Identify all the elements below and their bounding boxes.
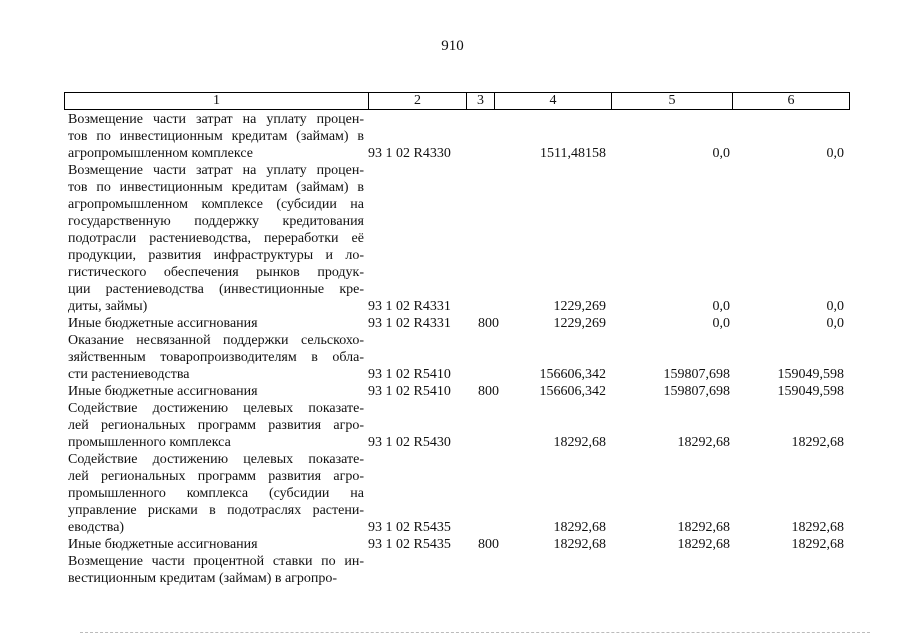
row-description (68, 332, 364, 383)
description-line: тов по инвестиционным кредитам (займам) в (68, 129, 364, 144)
header-col-6: 6 (787, 93, 795, 108)
row-description (68, 451, 364, 536)
row-expense-type: 800 (478, 384, 499, 399)
description-line: Возмещение части затрат на уплату процен- (68, 112, 364, 127)
row-values (364, 315, 844, 332)
row-description (68, 553, 364, 587)
row-code: 93 1 02 R5435 (368, 537, 451, 552)
row-code: 93 1 02 R4330 (368, 146, 451, 161)
description-line: управление рисками в подотраслях растени- (68, 503, 364, 518)
description-line: лей региональных программ развития агро- (68, 469, 364, 484)
row-value-col4: 18292,68 (553, 520, 606, 535)
row-value-col5: 159807,698 (663, 367, 730, 382)
row-value-col5: 18292,68 (677, 520, 730, 535)
row-value-col6: 0,0 (826, 316, 844, 331)
description-line: тов по инвестиционным кредитам (займам) в (68, 180, 364, 195)
table-row (68, 400, 848, 451)
description-line: Оказание несвязанной поддержки сельскохо- (68, 333, 364, 348)
row-values (364, 536, 844, 553)
row-code: 93 1 02 R4331 (368, 299, 451, 314)
description-line: агропромышленном комплексе (субсидии на (68, 197, 364, 212)
row-expense-type (478, 298, 508, 315)
header-col-1: 1 (65, 93, 369, 109)
row-code: 93 1 02 R4331 (368, 316, 451, 331)
row-value-col6: 18292,68 (791, 537, 844, 552)
page-edge-divider (80, 632, 870, 633)
row-value-col6: 159049,598 (777, 384, 844, 399)
description-line: зяйственным товаропроизводителям в обла- (68, 350, 364, 365)
description-line: Иные бюджетные ассигнования (68, 316, 258, 331)
table-row (68, 315, 848, 332)
row-value-col4: 1229,269 (553, 316, 606, 331)
table-row (68, 553, 848, 587)
row-description (68, 315, 364, 332)
table-row (68, 383, 848, 400)
row-values (364, 298, 844, 315)
description-line: агропромышленном комплексе (68, 146, 253, 161)
description-line: подотрасли растениеводства, переработки её (68, 231, 364, 246)
row-value-col5: 18292,68 (677, 537, 730, 552)
row-value-col5: 0,0 (712, 299, 730, 314)
header-col-3: 3 (467, 93, 495, 109)
row-value-col4: 18292,68 (553, 435, 606, 450)
row-values (364, 383, 844, 400)
row-value-col5: 0,0 (712, 316, 730, 331)
row-description (68, 400, 364, 451)
description-line: вестиционным кредитам (займам) в агропро- (68, 571, 338, 586)
row-values (364, 145, 844, 162)
row-code: 93 1 02 R5435 (368, 520, 451, 535)
row-values (364, 434, 844, 451)
header-col-2: 2 (369, 93, 467, 109)
header-col-4: 4 (495, 93, 612, 109)
description-line: продукции, развития инфраструктуры и ло- (68, 248, 364, 263)
description-line: сти растениеводства (68, 367, 190, 382)
description-line: промышленного комплекса (68, 435, 231, 450)
row-description (68, 536, 364, 553)
row-expense-type (478, 519, 508, 536)
row-value-col4: 1511,48158 (540, 146, 606, 161)
description-line: государственную поддержку кредитования (68, 214, 364, 229)
row-value-col6: 18292,68 (791, 435, 844, 450)
page-number: 910 (441, 38, 464, 54)
row-expense-type: 800 (478, 537, 499, 552)
row-value-col4: 156606,342 (539, 384, 606, 399)
description-line: Иные бюджетные ассигнования (68, 384, 258, 399)
description-line: Возмещение части затрат на уплату процен- (68, 163, 364, 178)
table-row (68, 162, 848, 315)
row-value-col5: 159807,698 (663, 384, 730, 399)
row-value-col6: 0,0 (826, 299, 844, 314)
row-values (364, 366, 844, 383)
description-line: гистического обеспечения рынков продук- (68, 265, 364, 280)
table-row (68, 536, 848, 553)
row-value-col6: 0,0 (826, 146, 844, 161)
table-header (64, 92, 850, 110)
row-code: 93 1 02 R5430 (368, 435, 451, 450)
row-value-col4: 1229,269 (553, 299, 606, 314)
row-value-col4: 156606,342 (539, 367, 606, 382)
description-line: еводства) (68, 520, 125, 535)
description-line: промышленного комплекса (субсидии на (68, 486, 364, 501)
row-value-col6: 18292,68 (791, 520, 844, 535)
row-value-col5: 18292,68 (677, 435, 730, 450)
row-expense-type (478, 145, 508, 162)
row-value-col5: 0,0 (712, 146, 730, 161)
row-description (68, 162, 364, 315)
row-description (68, 111, 364, 162)
description-line: Иные бюджетные ассигнования (68, 537, 258, 552)
row-values (364, 519, 844, 536)
row-value-col6: 159049,598 (777, 367, 844, 382)
table-row (68, 451, 848, 536)
table-row (68, 332, 848, 383)
description-line: лей региональных программ развития агро- (68, 418, 364, 433)
description-line: диты, займы) (68, 299, 148, 314)
row-description (68, 383, 364, 400)
table-body (68, 111, 848, 587)
table-row (68, 111, 848, 162)
description-line: ции растениеводства (инвестиционные кре- (68, 282, 364, 297)
row-code: 93 1 02 R5410 (368, 367, 451, 382)
header-col-5: 5 (612, 93, 733, 109)
row-value-col4: 18292,68 (553, 537, 606, 552)
description-line: Возмещение части процентной ставки по ин- (68, 554, 364, 569)
row-expense-type: 800 (478, 316, 499, 331)
row-code: 93 1 02 R5410 (368, 384, 451, 399)
description-line: Содействие достижению целевых показате- (68, 452, 364, 467)
description-line: Содействие достижению целевых показате- (68, 401, 364, 416)
row-expense-type (478, 434, 508, 451)
row-expense-type (478, 366, 508, 383)
